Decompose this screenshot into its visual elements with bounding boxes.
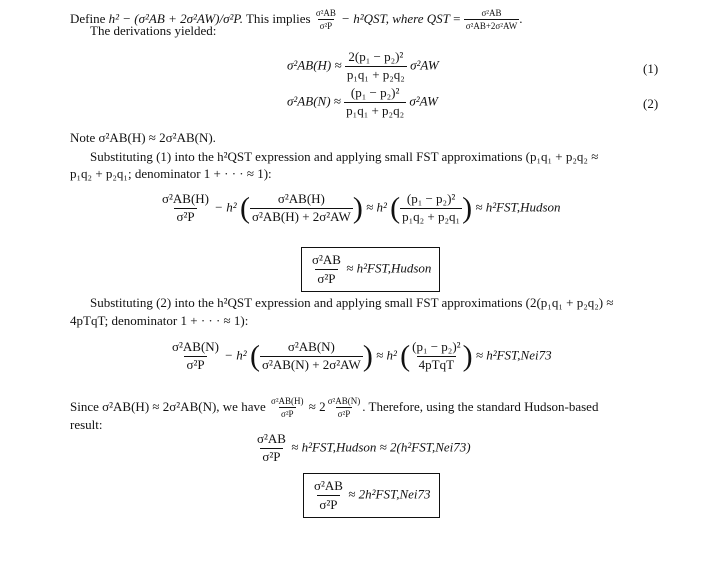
- box1-den: σ²P: [317, 271, 336, 286]
- eq3-lhs-den: σ²P: [176, 208, 195, 224]
- eq2-lhs: σ²AB(N) ≈: [287, 93, 341, 109]
- box2-den: σ²P: [319, 497, 338, 512]
- substitution-2-line-1: Substituting (2) into the h²QST expression and applying small FST approximations (2(p₁q₁ + p₂q₂) ≈: [90, 295, 614, 310]
- equation-2: [287, 86, 438, 119]
- qst-symbol: QST: [426, 10, 450, 26]
- substitution-2-line-2: 4pTqT; denominator 1 + · · · ≈ 1):: [70, 313, 249, 328]
- since-frac2-den: σ²P: [337, 409, 351, 420]
- eq3-lhs-num: σ²AB(H): [162, 191, 210, 206]
- qst-frac-num: σ²AB: [481, 8, 502, 18]
- eq5-den: σ²P: [262, 448, 281, 464]
- implies-text: This implies: [245, 10, 311, 26]
- eq3-inner-num: σ²AB(H): [277, 191, 325, 206]
- eq3-minus-h2: − h²: [214, 199, 237, 215]
- since-fraction-2: [326, 396, 363, 420]
- eq5-result: ≈ h²FST,Hudson ≈ 2(h²FST,Nei73): [291, 439, 471, 455]
- eq2-rhs: σ²AW: [409, 93, 438, 109]
- since-line: [70, 396, 598, 420]
- eq4-lhs-num: σ²AB(N): [172, 339, 220, 354]
- result-line: result:: [70, 417, 103, 432]
- eq4-lhs-den: σ²P: [186, 356, 205, 372]
- implies-fraction: [314, 8, 338, 32]
- eq4-lhs-fraction: [170, 340, 221, 373]
- eq3-approx-h2: ≈ h²: [366, 199, 387, 215]
- eq4-inner-den: σ²AB(N) + 2σ²AW: [261, 356, 361, 372]
- box2-num: σ²AB: [314, 478, 343, 493]
- implies-frac-den: σ²P: [319, 21, 333, 32]
- since-fraction-1: [269, 396, 306, 420]
- derivations-line: The derivations yielded:: [90, 23, 217, 38]
- define-text: Define: [70, 10, 106, 26]
- eq3-frac-num: (p₁ − p₂)²: [406, 191, 456, 206]
- box1-num: σ²AB: [312, 252, 341, 267]
- eq5-fraction: [255, 432, 288, 465]
- boxed-result-nei73: [303, 473, 440, 518]
- equation-2-number: (2): [643, 96, 659, 111]
- equation-1-number: (1): [643, 61, 659, 76]
- eq2-num: (p₁ − p₂)²: [350, 85, 400, 100]
- eq1-fraction: [345, 50, 407, 83]
- qst-frac-den: σ²AB+2σ²AW: [465, 21, 518, 32]
- since-frac1-den: σ²P: [280, 409, 294, 420]
- eq1-den: p₁q₁ + p₂q₂: [346, 66, 405, 82]
- box2-fraction: [312, 478, 345, 513]
- eq4-frac-num: (p₁ − p₂)²: [412, 339, 461, 354]
- eq3-inner-fraction: [250, 192, 353, 225]
- eq4-approx-h2: ≈ h²: [376, 347, 397, 363]
- equation-3: $\frac{\text{σ²AB(H)}}{\text{σ²P}}$ − h² ( $\frac{\text{σ²AB(H)}}{\text{σ²AB(H) + 2σ²AW}}$ ) ≈ h² ( $\frac{\text{(p₁ − p₂)²}}{\text{p₁q₂ + p₂q₁}}$ ) ≈ h²FST,Hudson: [162, 191, 561, 225]
- eq4-result: ≈ h²FST,Nei73: [475, 347, 552, 363]
- eq3-lhs-fraction: [160, 192, 211, 225]
- note-line: Note σ²AB(H) ≈ 2σ²AB(N).: [70, 130, 216, 145]
- eq5-num: σ²AB: [257, 431, 286, 446]
- eq3-result: ≈ h²FST,Hudson: [475, 199, 561, 215]
- box1-fraction: [310, 252, 343, 287]
- minus-h2q-text: − h²QST, where: [341, 10, 424, 26]
- since-text-a: Since σ²AB(H) ≈ 2σ²AB(N), we have: [70, 398, 266, 414]
- eq3-inner-den: σ²AB(H) + 2σ²AW: [251, 208, 351, 224]
- definition-line: Define h² − (σ²AB + 2σ²AW)/σ²P. This implies $\frac{\text{σ²AB}}{\text{σ²P}}$ − h²QST, where QST = $\frac{\text{σ²AB}}{\text{σ²AB+2σ²AW}}$ .: [70, 8, 523, 32]
- implies-frac-num: σ²AB: [315, 8, 336, 18]
- eq1-num: 2(p₁ − p₂)²: [348, 49, 404, 64]
- box2-result: ≈ 2h²FST,Nei73: [348, 486, 431, 502]
- equation-1: [287, 50, 439, 83]
- eq1-rhs: σ²AW: [410, 57, 439, 73]
- since-frac2-num: σ²AB(N): [327, 396, 361, 406]
- eq2-fraction: [344, 86, 406, 119]
- eq4-frac-den: 4pTqT: [418, 356, 455, 372]
- eq4-inner-num: σ²AB(N): [287, 339, 335, 354]
- equation-5: [255, 432, 471, 465]
- eq3-frac-den: p₁q₂ + p₂q₁: [402, 208, 461, 224]
- substitution-1-line-2: p₁q₂ + p₂q₁; denominator 1 + · · · ≈ 1):: [70, 166, 272, 181]
- since-text-b: . Therefore, using the standard Hudson-based: [362, 398, 599, 414]
- since-approx-2: ≈ 2: [308, 398, 326, 414]
- substitution-1-line-1: Substituting (1) into the h²QST expression and applying small FST approximations (p₁q₁ + p₂q₂ ≈: [90, 149, 599, 164]
- eq2-den: p₁q₁ + p₂q₂: [346, 102, 405, 118]
- period: .: [519, 10, 523, 26]
- eq4-frac: [410, 340, 462, 373]
- eq3-frac: [400, 192, 462, 225]
- qst-fraction: [464, 8, 519, 32]
- since-frac1-num: σ²AB(H): [271, 396, 304, 406]
- equation-4: $\frac{\text{σ²AB(N)}}{\text{σ²P}}$ − h² ( $\frac{\text{σ²AB(N)}}{\text{σ²AB(N) + 2σ²AW}}$ ) ≈ h² ( $\frac{\text{(p₁ − p₂)²}}{\text{4pTqT}}$ ) ≈ h²FST,Nei73: [172, 339, 552, 373]
- eq4-minus-h2: − h²: [224, 347, 247, 363]
- box1-result: ≈ h²FST,Hudson: [346, 260, 432, 276]
- eq4-inner-fraction: [260, 340, 363, 373]
- eq1-lhs: σ²AB(H) ≈: [287, 57, 342, 73]
- boxed-result-hudson: [301, 247, 440, 292]
- h2-definition: h² − (σ²AB + 2σ²AW)/σ²P.: [108, 10, 243, 26]
